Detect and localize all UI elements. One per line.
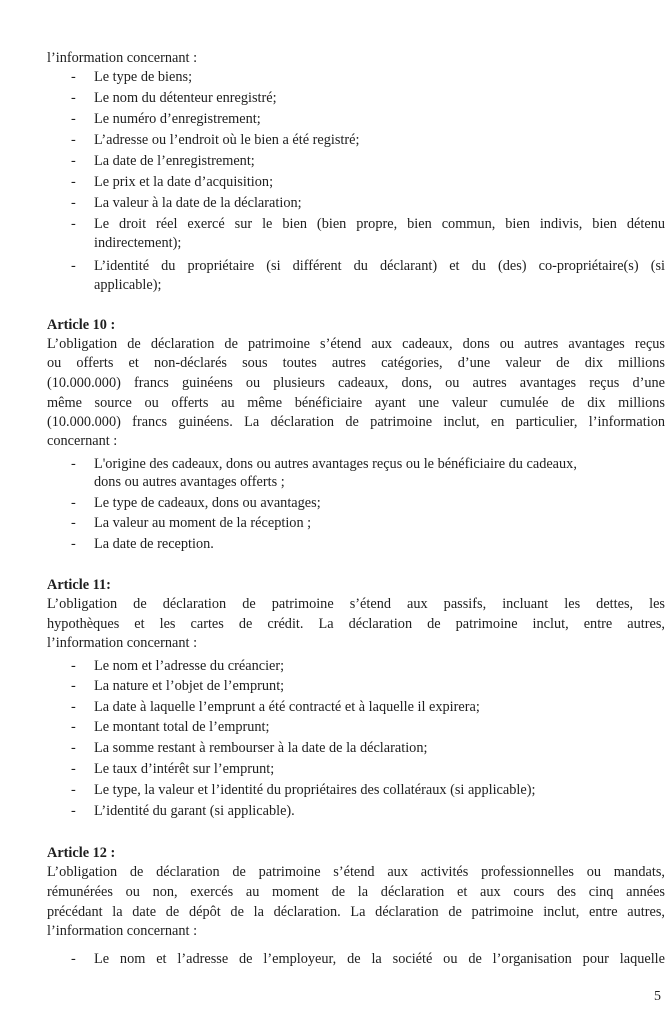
list-dash: - [71, 761, 76, 777]
list-item: Le type de cadeaux, dons ou avantages; [94, 495, 321, 511]
list-item: Le taux d’intérêt sur l’emprunt; [94, 761, 275, 777]
article-12-paragraph-line: L’obligation de déclaration de patrimoine s’étend aux activités professionnelles ou mandats, [47, 864, 665, 880]
article-11-paragraph-line: L’obligation de déclaration de patrimoine s’étend aux passifs, incluant les dettes, les [47, 596, 665, 612]
list-dash: - [71, 153, 76, 169]
list-item-continuation: dons ou autres avantages offerts ; [94, 474, 285, 490]
list-item: La date de reception. [94, 536, 214, 552]
list-item: Le nom et l’adresse du créancier; [94, 658, 285, 674]
list-item: Le numéro d’enregistrement; [94, 111, 261, 127]
list-item: Le montant total de l’emprunt; [94, 719, 270, 735]
list-item: La valeur au moment de la réception ; [94, 515, 312, 531]
article-10-paragraph-line: L’obligation de déclaration de patrimoine s’étend aux cadeaux, dons ou autres avantages reçus [47, 336, 665, 352]
list-dash: - [71, 195, 76, 211]
list-dash: - [71, 90, 76, 106]
list-dash: - [71, 258, 76, 274]
article-12-paragraph-line: précédant la date de dépôt de la déclaration. La déclaration de patrimoine inclut, entre autres, [47, 904, 665, 920]
list-dash: - [71, 678, 76, 694]
page-number: 5 [654, 989, 661, 1004]
article-11-paragraph-line: l’information concernant : [47, 635, 198, 651]
list-item: Le nom du détenteur enregistré; [94, 90, 277, 106]
list-item: Le type, la valeur et l’identité du propriétaires des collatéraux (si applicable); [94, 782, 536, 798]
list-dash: - [71, 456, 76, 472]
list-item: Le type de biens; [94, 69, 193, 85]
list-item: La date à laquelle l’emprunt a été contracté et à laquelle il expirera; [94, 699, 480, 715]
list-dash: - [71, 111, 76, 127]
list-item: L’adresse ou l’endroit où le bien a été registré; [94, 132, 360, 148]
list-dash: - [71, 174, 76, 190]
list-dash: - [71, 132, 76, 148]
list-item: L’identité du garant (si applicable). [94, 803, 295, 819]
list-dash: - [71, 495, 76, 511]
list-item: La somme restant à rembourser à la date de la déclaration; [94, 740, 428, 756]
list-dash: - [71, 951, 76, 967]
article-12-paragraph-line: l’information concernant : [47, 923, 198, 939]
article-10-paragraph-line: concernant : [47, 433, 118, 449]
list-item-continuation: indirectement); [94, 235, 182, 251]
list-dash: - [71, 536, 76, 552]
list-item: Le prix et la date d’acquisition; [94, 174, 274, 190]
article-12-paragraph-line: rémunérées ou non, exercés au moment de la déclaration et aux cours des cinq années [47, 884, 665, 900]
list-item: La valeur à la date de la déclaration; [94, 195, 302, 211]
article-11-paragraph-line: hypothèques et les cartes de crédit. La déclaration de patrimoine inclut, entre autres, [47, 616, 665, 632]
article-10-paragraph-line: (10.000.000) francs guinéens ou plusieurs cadeaux, dons, ou autres avantages reçus d’une [47, 375, 665, 391]
list-dash: - [71, 658, 76, 674]
article-10-paragraph-line: (10.000.000) francs guinéens. La déclaration de patrimoine inclut, en particulier, l’information [47, 414, 665, 430]
list-item-continuation: applicable); [94, 277, 162, 293]
list-dash: - [71, 69, 76, 85]
list-item: Le droit réel exercé sur le bien (bien propre, bien commun, bien indivis, bien détenu [94, 216, 665, 232]
list-dash: - [71, 699, 76, 715]
article-12-heading: Article 12 : [47, 845, 116, 861]
list-item: La nature et l’objet de l’emprunt; [94, 678, 285, 694]
list-dash: - [71, 719, 76, 735]
list-dash: - [71, 782, 76, 798]
list-item: L'origine des cadeaux, dons ou autres avantages reçus ou le bénéficiaire du cadeaux, [94, 456, 577, 472]
article-10-heading: Article 10 : [47, 317, 116, 333]
intro-line: l’information concernant : [47, 50, 198, 66]
article-10-paragraph-line: ou offerts et non-déclarés sous toutes autres catégories, d’une valeur de dix millions [47, 355, 665, 371]
list-dash: - [71, 803, 76, 819]
article-10-paragraph-line: même source ou offerts au même bénéficiaire ayant une valeur cumulée de dix millions [47, 395, 665, 411]
list-dash: - [71, 740, 76, 756]
article-11-heading: Article 11: [47, 577, 111, 593]
list-dash: - [71, 216, 76, 232]
list-item: L’identité du propriétaire (si différent du déclarant) et du (des) co-propriétaire(s) (si [94, 258, 665, 274]
list-item: Le nom et l’adresse de l’employeur, de la société ou de l’organisation pour laquelle [94, 951, 665, 967]
list-dash: - [71, 515, 76, 531]
list-item: La date de l’enregistrement; [94, 153, 255, 169]
